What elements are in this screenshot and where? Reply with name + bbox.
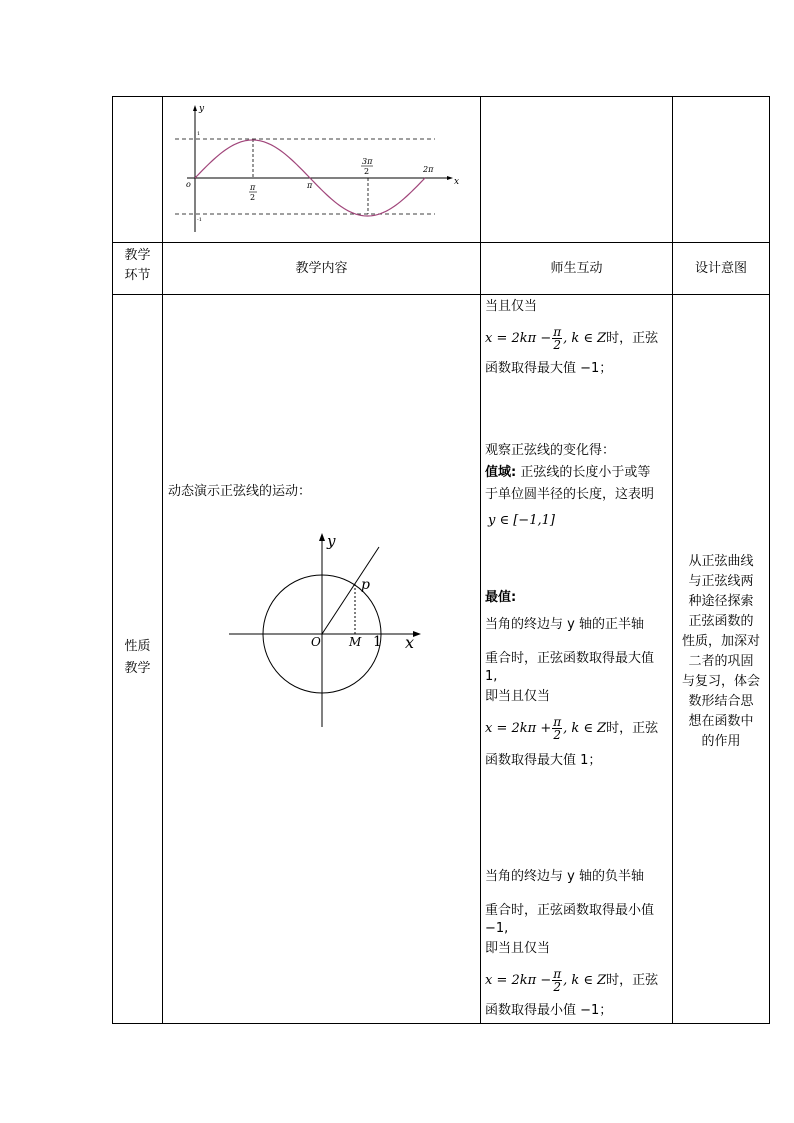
graph-y-label: y	[199, 104, 205, 114]
min-line4: 即当且仅当	[485, 941, 551, 956]
formula3-frac	[552, 968, 562, 993]
graph-origin-label: o	[186, 180, 191, 189]
circle-m-label: M	[349, 635, 362, 649]
graph-x-arrow	[447, 176, 453, 180]
lesson-table	[112, 96, 770, 1024]
circle-p-label: p	[361, 577, 370, 593]
header-content: 教学内容	[295, 261, 348, 276]
circle-o-label: O	[311, 635, 321, 649]
table-border-left	[112, 96, 113, 1024]
graph-tick-1: 1	[197, 131, 201, 137]
formula2-num: π	[553, 715, 562, 729]
graph-three-pi-half-den: 2	[364, 167, 370, 176]
graph-tick-m1: -1	[197, 217, 202, 223]
header-interaction: 师生互动	[550, 261, 603, 276]
formula3-num: π	[553, 967, 562, 981]
formula1-tail: 时，正弦	[606, 331, 659, 346]
graph-x-label: x	[454, 177, 460, 187]
max-line1: 当角的终边与 y 轴的正半轴	[485, 617, 644, 632]
max-line2: 重合时，正弦函数取得最大值	[485, 651, 655, 666]
formula1-frac	[552, 326, 562, 351]
interaction-domain-line1	[485, 462, 650, 484]
interaction-domain-line2: 于单位圆半径的长度，这表明	[485, 487, 655, 502]
min-line3: −1,	[485, 921, 509, 936]
formula1-num: π	[553, 325, 562, 339]
graph-pi-half-den: 2	[250, 193, 256, 202]
max-line4: 即当且仅当	[485, 689, 551, 704]
circle-y-label: y	[327, 532, 336, 550]
header-intent: 设计意图	[694, 261, 747, 276]
graph-pi-half-num: π	[250, 183, 256, 192]
circle-x-label: x	[405, 633, 415, 652]
header-stage: 教学 环节	[124, 248, 151, 283]
formula1-den: 2	[553, 338, 561, 352]
stage-cell: 性质 教学	[124, 639, 151, 676]
terminal-side-line	[322, 547, 379, 634]
formula3-den: 2	[553, 980, 561, 994]
formula2-den: 2	[553, 728, 561, 742]
formula3-tail: 时，正弦	[606, 973, 659, 988]
interaction-p1-line3: 函数取得最大值 −1；	[485, 361, 613, 376]
graph-three-pi-half-num: 3π	[362, 157, 373, 166]
circle-one-label: 1	[373, 634, 382, 650]
circle-x-arrow	[413, 631, 421, 637]
formula2-lhs: x = 2kπ +	[485, 721, 552, 736]
table-col-divider-1	[162, 96, 163, 1024]
circle-y-arrow	[319, 533, 325, 541]
interaction-p2-line1: 观察正弦线的变化得：	[485, 443, 616, 458]
formula2-rhs: , k ∈ Z	[563, 721, 607, 736]
graph-two-pi-label: 2π	[423, 165, 434, 174]
interaction-formula3	[485, 968, 658, 993]
max-line6: 函数取得最大值 1；	[485, 753, 602, 768]
graph-y-arrow	[193, 105, 197, 111]
table-border-right	[769, 96, 770, 1024]
formula3-lhs: x = 2kπ −	[485, 973, 552, 988]
extrema-label: 最值:	[485, 590, 517, 605]
max-line3: 1,	[485, 669, 498, 684]
table-col-divider-2	[480, 96, 481, 1024]
sine-curve-graph	[167, 102, 479, 238]
unit-circle-diagram	[227, 529, 427, 729]
formula3-rhs: , k ∈ Z	[563, 973, 607, 988]
formula1-lhs: x = 2kπ −	[485, 331, 552, 346]
min-line1: 当角的终边与 y 轴的负半轴	[485, 869, 644, 884]
formula1-rhs: , k ∈ Z	[563, 331, 607, 346]
formula2-frac	[552, 716, 562, 741]
content-title: 动态演示正弦线的运动：	[168, 484, 312, 499]
graph-pi-label: π	[307, 181, 313, 190]
domain-formula: y ∈ [−1,1]	[488, 513, 555, 528]
domain-label: 值域:	[485, 465, 517, 480]
interaction-p1-line1: 当且仅当	[485, 299, 538, 314]
interaction-formula2	[485, 716, 658, 741]
intent-cell: 从正弦曲线 与正弦线两 种途径探索 正弦函数的 性质，加深对 二者的巩固 与复习，体会 数形结合思 想在函数中 的作用	[681, 554, 760, 749]
interaction-formula1	[485, 326, 658, 351]
min-line2: 重合时，正弦函数取得最小值	[485, 903, 655, 918]
domain-text1: 正弦线的长度小于或等	[516, 465, 651, 480]
min-line6: 函数取得最小值 −1；	[485, 1003, 613, 1018]
formula2-tail: 时，正弦	[606, 721, 659, 736]
